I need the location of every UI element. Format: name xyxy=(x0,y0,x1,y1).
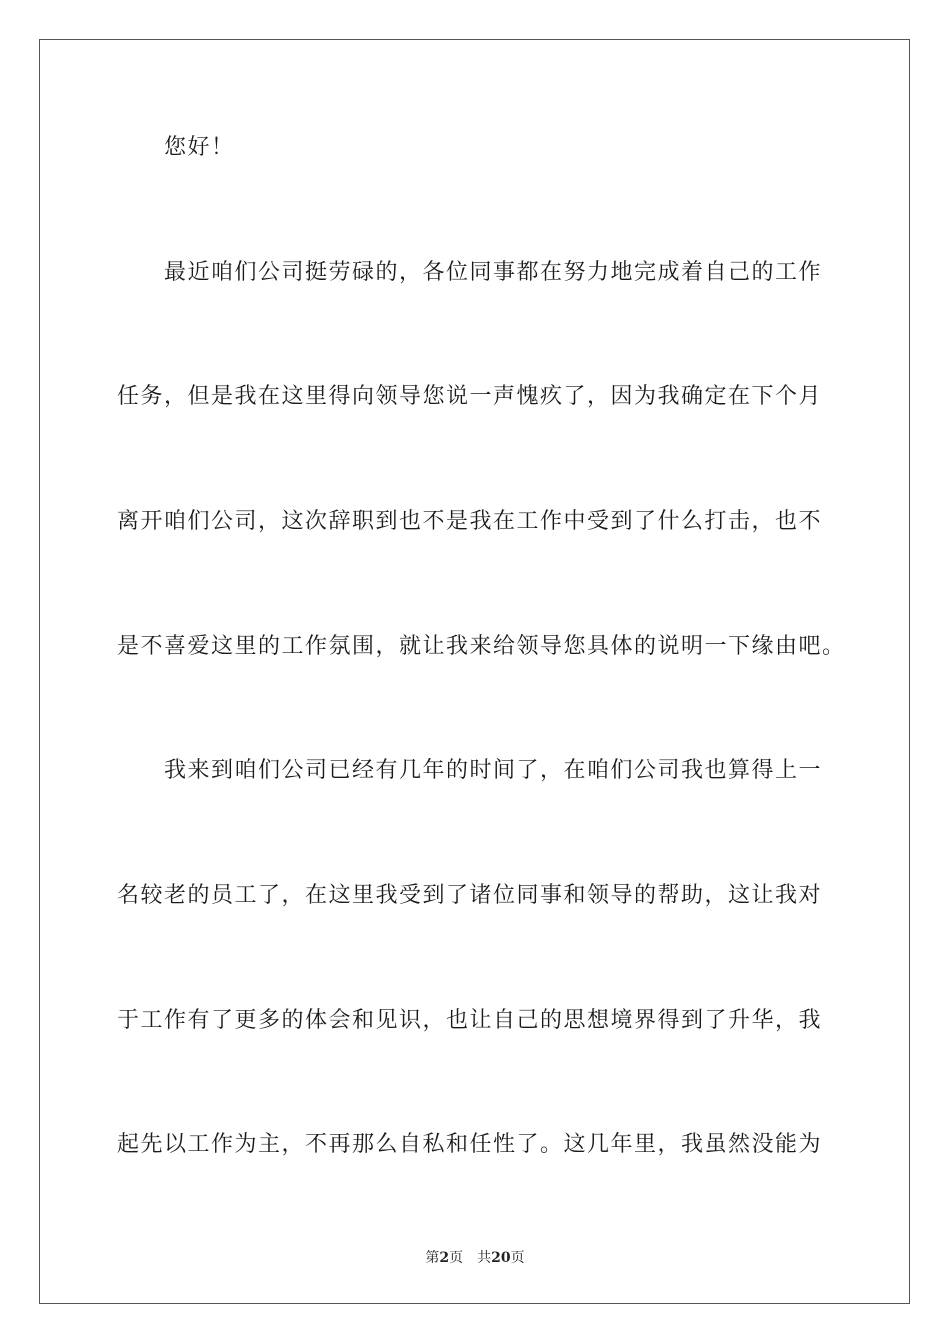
page-border xyxy=(39,39,910,1304)
total-prefix: 共 xyxy=(477,1250,492,1266)
body-line-8: 起先以工作为主，不再那么自私和任性了。这几年里，我虽然没能为 xyxy=(117,1132,823,1157)
body-line-5: 我来到咱们公司已经有几年的时间了，在咱们公司我也算得上一 xyxy=(164,758,823,783)
body-line-1: 最近咱们公司挺劳碌的，各位同事都在努力地完成着自己的工作 xyxy=(164,260,823,285)
body-line-2: 任务，但是我在这里得向领导您说一声愧疚了，因为我确定在下个月 xyxy=(117,384,823,409)
page-prefix: 第 xyxy=(425,1250,440,1266)
body-line-6: 名较老的员工了，在这里我受到了诸位同事和领导的帮助，这让我对 xyxy=(117,883,823,908)
page-number: 2 xyxy=(439,1250,450,1266)
body-line-7: 于工作有了更多的体会和见识，也让自己的思想境界得到了升华，我 xyxy=(117,1008,823,1033)
total-pages: 20 xyxy=(491,1250,511,1266)
page-suffix: 页 xyxy=(449,1250,464,1266)
page-footer xyxy=(0,1248,950,1268)
body-line-4: 是不喜爱这里的工作氛围，就让我来给领导您具体的说明一下缘由吧。 xyxy=(117,634,846,659)
greeting-line: 您好！ xyxy=(164,135,235,160)
total-suffix: 页 xyxy=(510,1250,525,1266)
body-line-3: 离开咱们公司，这次辞职到也不是我在工作中受到了什么打击，也不 xyxy=(117,509,823,534)
